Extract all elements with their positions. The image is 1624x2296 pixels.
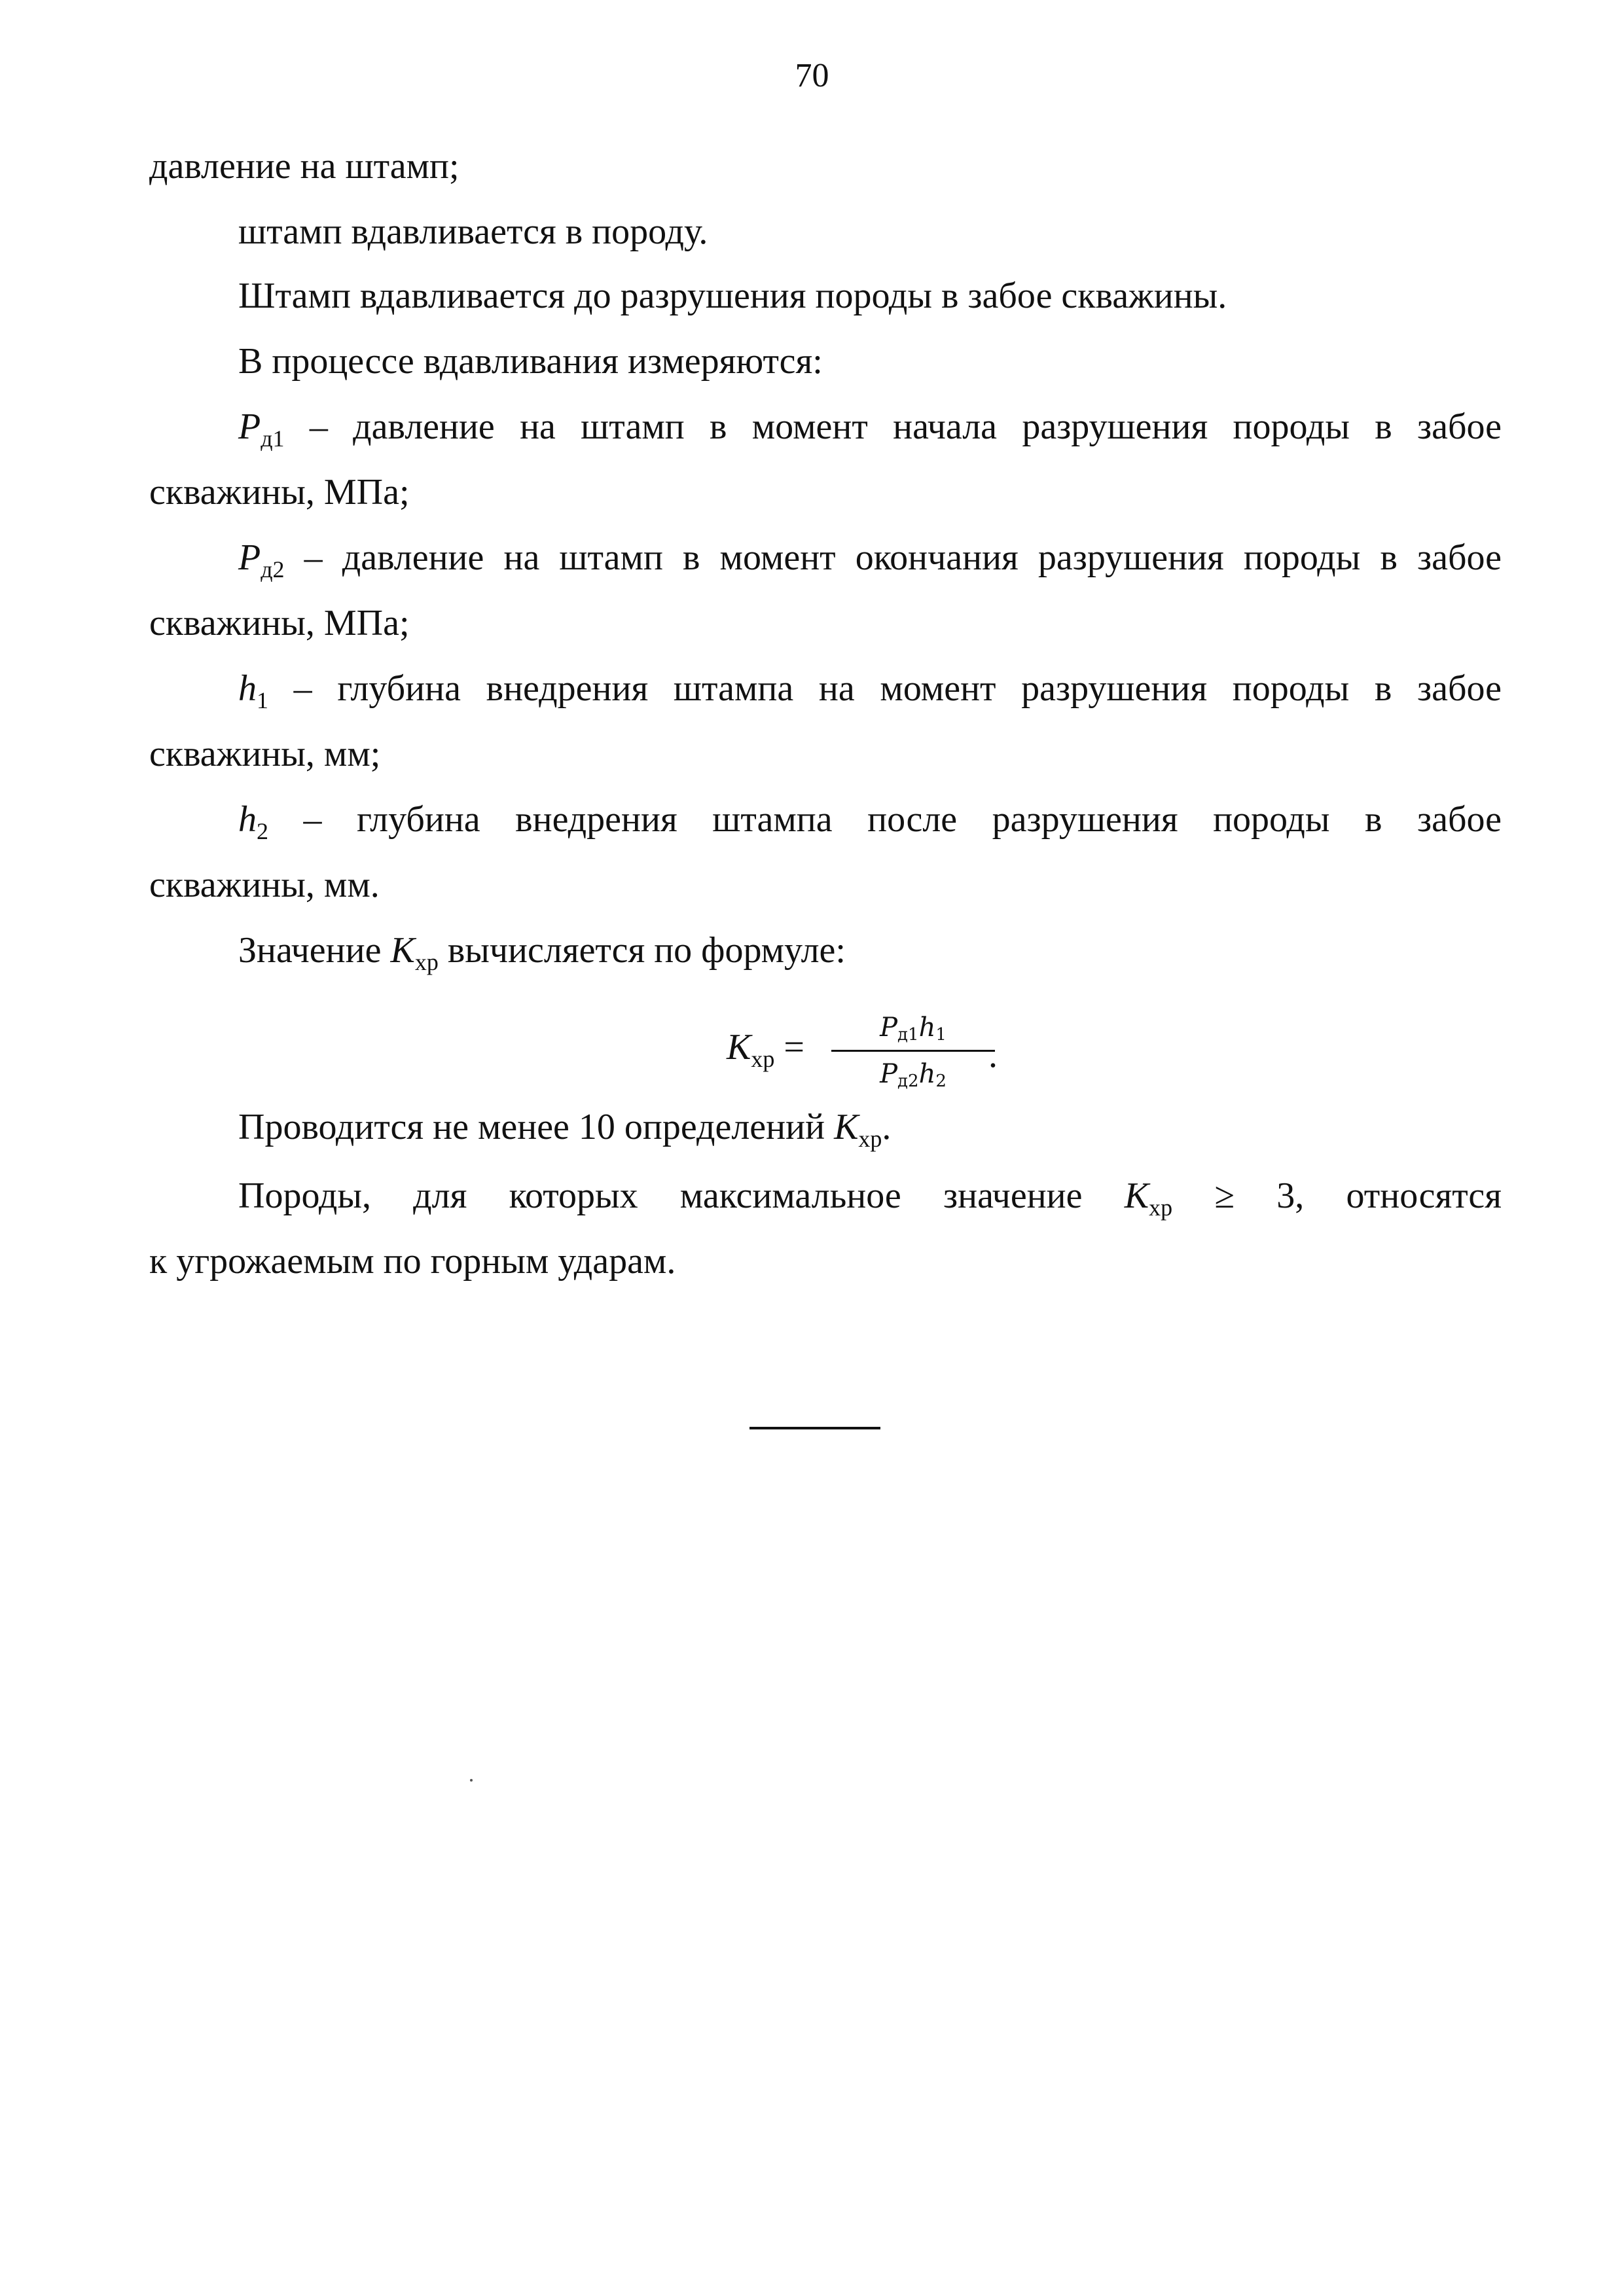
symbol: P — [238, 406, 261, 447]
symbol: P — [238, 537, 261, 578]
text: Значение — [238, 930, 391, 971]
definition-p-d2 — [238, 537, 1502, 583]
dash: – — [309, 406, 328, 447]
subscript: д2 — [261, 556, 285, 583]
text-line: скважины, МПа; — [149, 603, 410, 643]
symbol: h — [238, 799, 257, 840]
formula-intro — [238, 929, 846, 976]
dash: – — [303, 799, 322, 840]
subscript: 1 — [935, 1025, 947, 1045]
dash: – — [293, 668, 312, 709]
fraction-bar — [831, 1050, 995, 1052]
subscript: хр — [414, 949, 439, 975]
end-rule — [749, 1427, 880, 1429]
text-line: скважины, мм; — [149, 734, 381, 774]
relation-sign: ≥ — [1214, 1175, 1235, 1216]
text-line: штамп вдавливается в породу. — [238, 211, 708, 252]
symbol: K — [390, 930, 415, 971]
symbol: h — [918, 1013, 936, 1043]
text-line: В процессе вдавливания измеряются: — [238, 341, 823, 382]
subscript: 1 — [257, 687, 268, 713]
definition-text: давление на штамп в момент начала разрушения породы в забое — [353, 406, 1502, 447]
text-line: скважины, мм. — [149, 865, 380, 905]
symbol: h — [918, 1059, 936, 1089]
conclusion-line — [238, 1106, 891, 1153]
denominator — [825, 1054, 1001, 1094]
definition-h2 — [238, 798, 1502, 845]
scan-speck — [470, 1779, 473, 1782]
subscript: д2 — [897, 1071, 919, 1091]
page-number: 70 — [795, 57, 829, 94]
text-line: Штамп вдавливается до разрушения породы в забое скважины. — [238, 276, 1227, 316]
symbol: P — [880, 1059, 898, 1089]
subscript: д1 — [897, 1025, 919, 1045]
subscript: хр — [858, 1126, 882, 1152]
subscript: д1 — [261, 425, 285, 452]
symbol: P — [880, 1013, 898, 1043]
definition-text: давление на штамп в момент окончания разрушения породы в забое — [342, 537, 1502, 578]
definition-p-d1 — [238, 406, 1502, 452]
definition-text: глубина внедрения штампа после разрушения породы в забое — [357, 799, 1502, 840]
equals-sign: = — [784, 1027, 804, 1067]
symbol: K — [727, 1027, 751, 1067]
text: относятся — [1346, 1175, 1502, 1216]
conclusion-line — [238, 1175, 1502, 1221]
symbol: K — [834, 1107, 859, 1147]
subscript: хр — [751, 1046, 775, 1072]
subscript: 2 — [257, 818, 268, 844]
dash: – — [304, 537, 323, 578]
fraction — [825, 1008, 1001, 1094]
k-symbol — [1124, 1175, 1173, 1221]
text: . — [882, 1107, 892, 1147]
symbol: K — [1124, 1175, 1149, 1216]
formula-lhs — [727, 1026, 804, 1073]
definition-h1 — [238, 668, 1502, 714]
symbol: h — [238, 668, 257, 709]
text-line: скважины, МПа; — [149, 472, 410, 512]
numerator — [825, 1008, 1001, 1047]
definition-text: глубина внедрения штампа на момент разрушения породы в забое — [337, 668, 1502, 709]
subscript: 2 — [935, 1071, 947, 1091]
formula-end-dot: . — [988, 1035, 998, 1075]
text-line: к угрожаемым по горным ударам. — [149, 1241, 676, 1282]
value: 3, — [1276, 1175, 1305, 1216]
subscript: хр — [1149, 1194, 1173, 1221]
text: вычисляется по формуле: — [438, 930, 846, 971]
text: Проводится не менее 10 определений — [238, 1107, 835, 1147]
text-line: давление на штамп; — [149, 146, 460, 187]
text: Породы, для которых максимальное значение — [238, 1175, 1083, 1216]
